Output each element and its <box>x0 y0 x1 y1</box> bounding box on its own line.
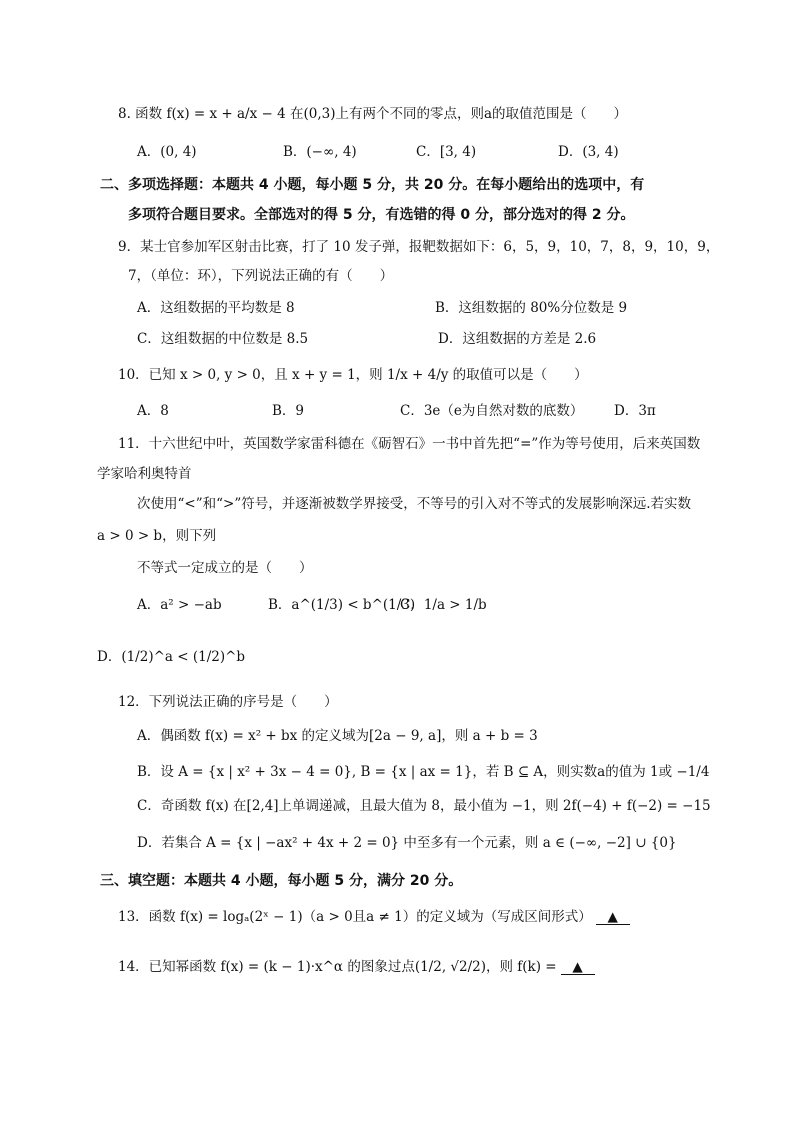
q11-stem-line4: a > 0 > b，则下列 <box>97 528 217 544</box>
q8-option-d: D．(3, 4) <box>558 144 619 160</box>
q13-stem-text: 13．函数 f(x) = logₐ(2ˣ − 1)（a > 0且a ≠ 1）的定义域为（写成区间形式） <box>118 909 592 925</box>
q9-stem-line1: 9．某士官参加军区射击比赛，打了 10 发子弹，报靶数据如下：6，5，9，10，7，8，9，10，9， <box>118 239 720 255</box>
q8-option-c: C．[3, 4) <box>416 144 477 160</box>
q10-option-a: A．8 <box>137 403 169 419</box>
q14-answer-blank[interactable]: ▲ <box>561 960 595 975</box>
q10-option-b: B．9 <box>272 403 305 419</box>
section2-heading-line2: 多项符合题目要求。全部选对的得 5 分，有选错的得 0 分，部分选对的得 2 分。 <box>128 207 635 223</box>
q13-stem <box>118 907 630 927</box>
q12-stem: 12．下列说法正确的序号是（ ） <box>118 694 338 710</box>
q11-option-d: D．(1/2)^a < (1/2)^b <box>97 649 246 665</box>
section3-heading: 三、填空题：本题共 4 小题，每小题 5 分，满分 20 分。 <box>100 873 463 889</box>
q12-option-c: C．奇函数 f(x) 在[2,4]上单调递减，且最大值为 8，最小值为 −1，则 2f(−4) + f(−2) = −15 <box>137 798 711 814</box>
q8-option-b: B．(−∞, 4) <box>283 144 357 160</box>
q14-stem <box>118 957 595 977</box>
q14-stem-text: 14．已知幂函数 f(x) = (k − 1)·x^α 的图象过点(1/2, √2/2)，则 f(k) = <box>118 959 557 975</box>
q9-option-d: D．这组数据的方差是 2.6 <box>438 331 597 347</box>
q8-option-a: A．(0, 4) <box>137 144 197 160</box>
q10-option-c: C．3e（e为自然对数的底数） <box>400 403 584 419</box>
q11-option-c: C．1/a > 1/b <box>400 597 487 613</box>
q11-stem-line1: 11．十六世纪中叶，英国数学家雷科德在《砺智石》一书中首先把“=”作为等号使用，后来英国数 <box>118 436 701 452</box>
q11-stem-line3: 次使用“<”和“>”符号，并逐渐被数学界接受，不等号的引入对不等式的发展影响深远.若实数 <box>137 496 692 512</box>
q10-option-d: D．3π <box>614 403 656 419</box>
q13-answer-blank[interactable]: ▲ <box>596 910 630 925</box>
q11-stem-line5: 不等式一定成立的是（ ） <box>137 560 313 576</box>
q11-option-a: A．a² > −ab <box>137 597 222 613</box>
q9-option-a: A．这组数据的平均数是 8 <box>137 300 295 316</box>
q9-option-b: B．这组数据的 80%分位数是 9 <box>435 300 628 316</box>
section2-heading-line1: 二、多项选择题：本题共 4 小题，每小题 5 分，共 20 分。在每小题给出的选项中，有 <box>100 177 645 193</box>
q9-option-c: C．这组数据的中位数是 8.5 <box>137 331 309 347</box>
q10-stem: 10．已知 x > 0, y > 0，且 x + y = 1，则 1/x + 4/y 的取值可以是（ ） <box>118 367 588 383</box>
q12-option-a: A．偶函数 f(x) = x² + bx 的定义域为[2a − 9, a]，则 a + b = 3 <box>137 728 538 744</box>
q12-option-d: D．若集合 A = {x | −ax² + 4x + 2 = 0} 中至多有一个元素，则 a ∈ (−∞, −2] ∪ {0} <box>137 835 677 851</box>
q11-stem-line2: 学家哈利奥特首 <box>97 466 192 482</box>
q11-option-b: B．a^(1/3) < b^(1/3) <box>268 597 416 613</box>
q8-stem: 8. 函数 f(x) = x + a/x − 4 在(0,3)上有两个不同的零点，则a的取值范围是（ ） <box>118 106 628 122</box>
q9-stem-line2: 7，（单位：环），下列说法正确的有（ ） <box>128 268 394 284</box>
q12-option-b: B．设 A = {x | x² + 3x − 4 = 0}, B = {x | ax = 1}，若 B ⊆ A，则实数a的值为 1或 −1/4 <box>137 764 710 780</box>
